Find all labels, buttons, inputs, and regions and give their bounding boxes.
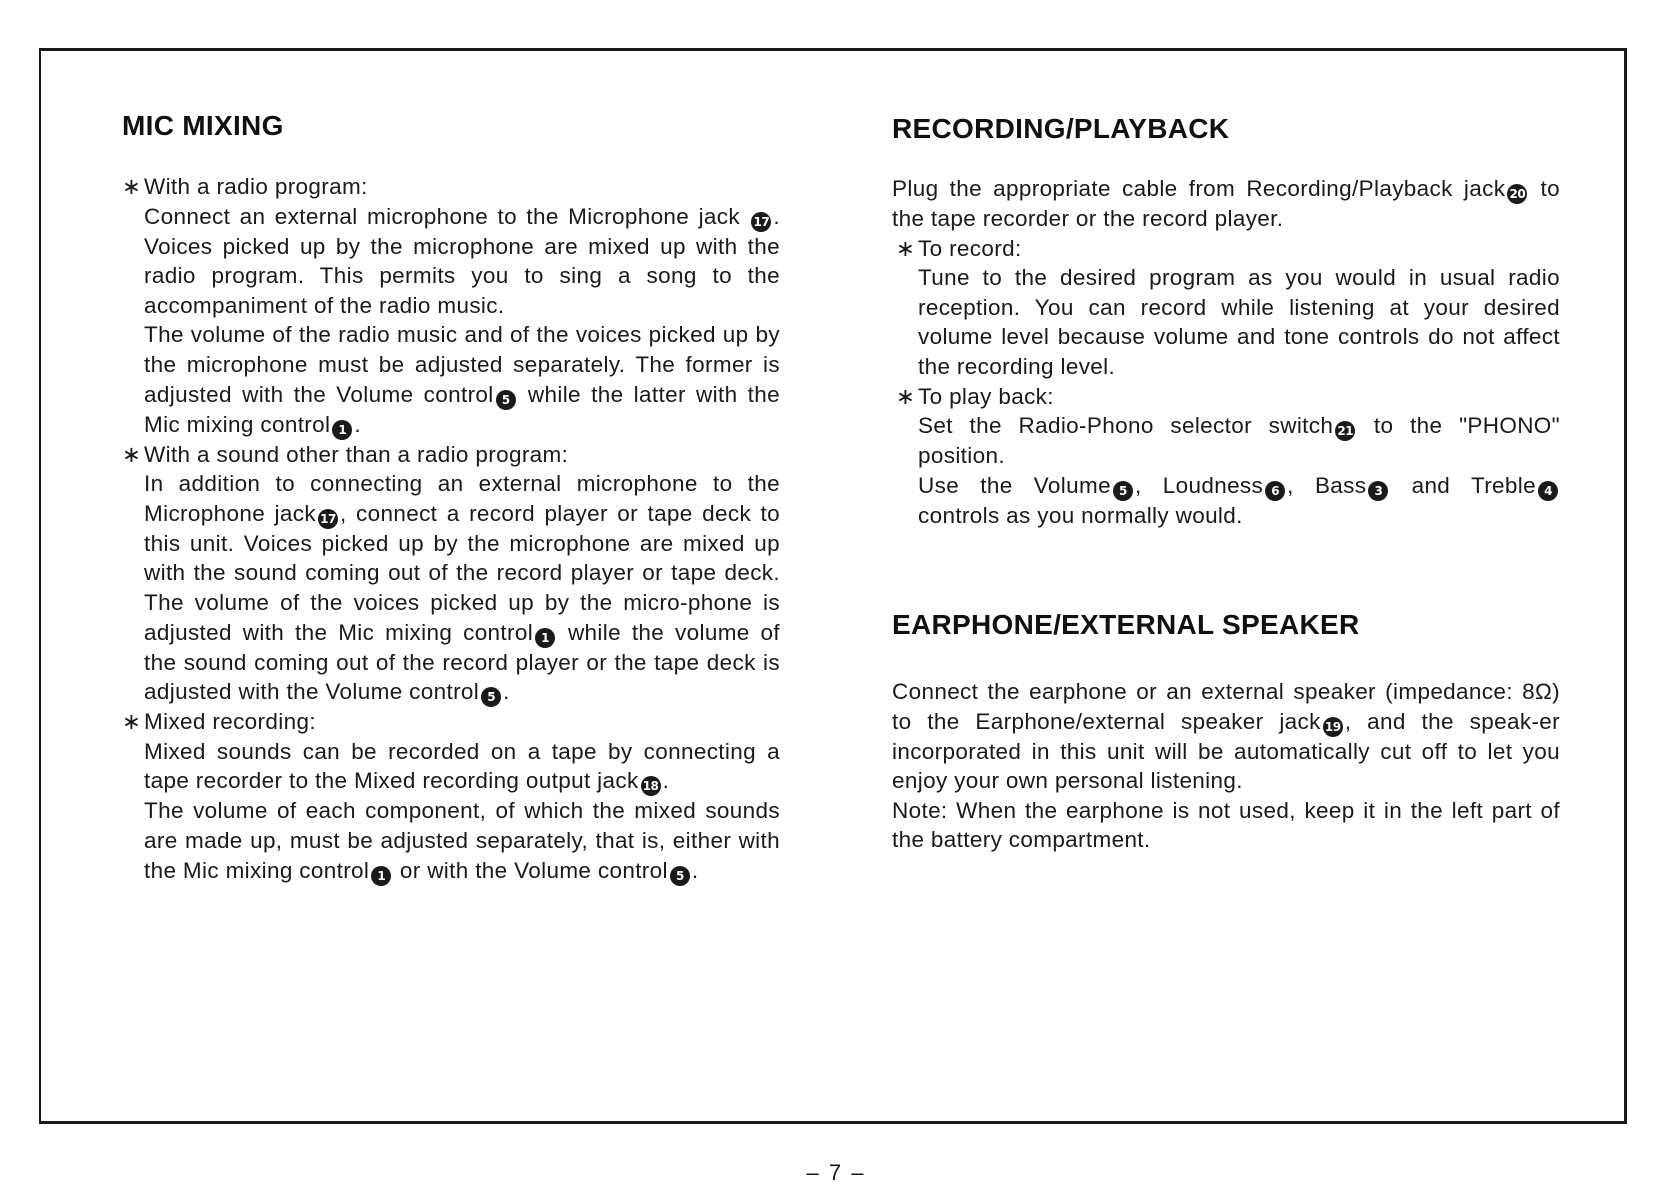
bullet-item (122, 707, 780, 885)
bullet-item (122, 440, 780, 708)
callout-number-icon: 19 (1323, 717, 1343, 737)
paragraph: Tune to the desired program as you would in usual radio reception. You can record while listening at your desired volume level because volume and tone controls do not affect the recording level. (918, 265, 1560, 379)
recording-playback-title: RECORDING/PLAYBACK (892, 113, 1230, 144)
bullet-heading: To record: (918, 235, 1022, 261)
bullet-heading: Mixed recording: (144, 709, 316, 735)
callout-number-icon: 5 (670, 866, 690, 886)
paragraph: Note: When the earphone is not used, keep it in the left part of the battery compartment. (892, 797, 1560, 853)
callout-number-icon: 6 (1265, 481, 1285, 501)
bullet-star: ∗ (122, 174, 142, 199)
callout-number-icon: 4 (1538, 481, 1558, 501)
bullet-heading: With a sound other than a radio program: (144, 441, 569, 467)
recording-playback-items (896, 234, 1560, 531)
bullet-item (896, 234, 1560, 382)
paragraph: Use the Volume 5 , Loudness 6 , Bass 3 and Treble 4 controls as you normally would. (918, 471, 1560, 531)
earphone-body (892, 677, 1560, 855)
callout-number-icon: 3 (1368, 481, 1388, 501)
paragraph: Mixed sounds can be recorded on a tape by connecting a tape recorder to the Mixed recording output jack 18 . (144, 737, 780, 797)
paragraph: Set the Radio-Phono selector switch 21 to the "PHONO" position. (918, 413, 1560, 469)
callout-number-icon: 21 (1335, 421, 1355, 441)
callout-number-icon: 5 (481, 687, 501, 707)
callout-number-icon: 17 (318, 509, 338, 529)
paragraph: Connect an external microphone to the Microphone jack 17 . Voices picked up by the microphone are mixed up with the radio program. This permits you to sing a song to the accompaniment of the radio music. (144, 203, 780, 318)
bullet-heading: To play back: (918, 383, 1054, 409)
paragraph: In addition to connecting an external microphone to the Microphone jack 17 , connect a record player or tape deck to this unit. Voices picked up by the microphone are mixed up with the sound coming out of the record player or tape deck. The volume of the voices picked up by the micro-phone is adjusted with the Mic mixing control 1 while the volume of the sound coming out of the record player or the tape deck is adjusted with the Volume control 5 . (144, 469, 780, 707)
recording-playback-body (892, 174, 1560, 530)
bullet-item (122, 172, 780, 440)
mic-mixing-title: MIC MIXING (122, 110, 284, 141)
paragraph: The volume of the radio music and of the voices picked up by the microphone must be adjusted separately. The former is adjusted with the Volume control 5 while the latter with the Mic mixing control 1 . (144, 320, 780, 439)
bullet-star: ∗ (122, 441, 142, 467)
paragraph: Connect the earphone or an external speaker (impedance: 8Ω) to the Earphone/external speaker jack 19 , and the speak-er incorporated in this unit will be automatically cut off to let you enjoy your own personal listening. (892, 679, 1560, 794)
bullet-star: ∗ (896, 383, 916, 409)
bullet-item (896, 382, 1560, 531)
recording-playback-intro: Plug the appropriate cable from Recording/Playback jack 20 to the tape recorder or the record player. (892, 176, 1560, 231)
bullet-star: ∗ (896, 235, 916, 261)
callout-number-icon: 5 (1113, 481, 1133, 501)
callout-number-icon: 20 (1507, 184, 1527, 204)
callout-number-icon: 1 (332, 420, 352, 440)
paragraph: The volume of each component, of which the mixed sounds are made up, must be adjusted separately, that is, either with the Mic mixing control 1 or with the Volume control 5 . (144, 796, 780, 885)
callout-number-icon: 1 (371, 866, 391, 886)
mic-mixing-body (122, 172, 780, 886)
bullet-heading: With a radio program: (144, 174, 368, 199)
callout-number-icon: 1 (535, 628, 555, 648)
callout-number-icon: 18 (641, 776, 661, 796)
earphone-title: EARPHONE/EXTERNAL SPEAKER (892, 609, 1360, 640)
callout-number-icon: 17 (751, 212, 771, 232)
bullet-star: ∗ (122, 709, 142, 735)
callout-number-icon: 5 (496, 390, 516, 410)
page-number: – 7 – (806, 1160, 866, 1185)
